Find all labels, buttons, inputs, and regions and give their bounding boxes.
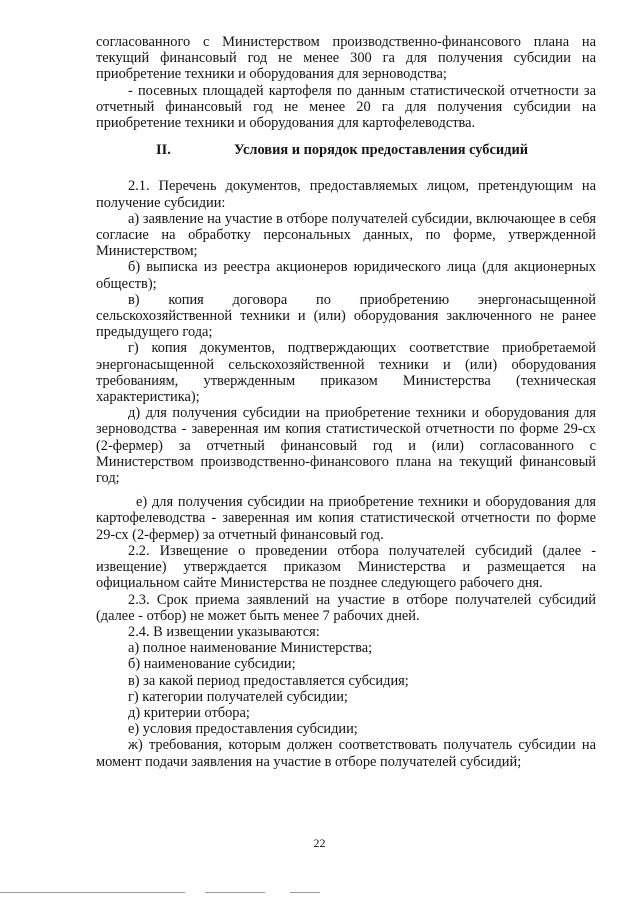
paragraph-2-4: 2.4. В извещении указываются: bbox=[128, 623, 320, 640]
paragraph-2-2: 2.2. Извещение о проведении отбора получателей субсидий (далее - извещение) утверждается приказом Министерства и размещается на официальном сайте Министерства не позднее следующего рабочего дня. bbox=[96, 542, 596, 592]
paragraph-continuation: согласованного с Министерством производственно-финансового плана на текущий финансовый год не менее 300 га для получения субсидии на приобретение техники и оборудования для зерноводства; bbox=[96, 34, 596, 83]
section-heading bbox=[96, 142, 596, 158]
paragraph-gap bbox=[96, 486, 596, 494]
list-item-d: д) для получения субсидии на приобретение техники и оборудования для зерноводства - заверенная им копия статистической отчетности по форме 29-сх (2-фермер) за отчетный финансовый год и (или) согласованного с Министерством производственно-финансового плана на текущий финансовый год; bbox=[96, 405, 596, 487]
notice-item-e: е) условия предоставления субсидии; bbox=[128, 721, 358, 738]
page-number: 22 bbox=[313, 836, 326, 850]
document-body bbox=[96, 34, 596, 770]
scan-artifact-line bbox=[290, 892, 320, 893]
paragraph-potato-area: - посевных площадей картофеля по данным статистической отчетности за отчетный финансовый год не менее 20 га для получения субсидии на приобретение техники и оборудования для картофелеводства. bbox=[96, 82, 596, 132]
scan-artifact-line bbox=[205, 892, 265, 893]
list-item-e: е) для получения субсидии на приобретение техники и оборудования для картофелеводства - заверенная им копия статистической отчетности по форме 29-сх (2-фермер) за отчетный финансовый год. bbox=[96, 494, 596, 543]
scan-artifact-line bbox=[0, 892, 185, 893]
paragraph-2-3: 2.3. Срок приема заявлений на участие в отборе получателей субсидий (далее - отбор) не может быть менее 7 рабочих дней. bbox=[96, 591, 596, 624]
list-item-g: г) копия документов, подтверждающих соответствие приобретаемой энергонасыщенной сельскохозяйственной техники и (или) оборудования требованиям, утвержденным приказом Министерства (техническая характеристика); bbox=[96, 340, 596, 406]
list-item-b: б) выписка из реестра акционеров юридического лица (для акционерных обществ); bbox=[96, 259, 596, 292]
notice-item-g: г) категории получателей субсидии; bbox=[128, 688, 348, 705]
notice-item-a: а) полное наименование Министерства; bbox=[128, 640, 373, 657]
paragraph-2-1: 2.1. Перечень документов, предоставляемых лицом, претендующим на получение субсидии: bbox=[96, 178, 596, 211]
section-title: Условия и порядок предоставления субсидий bbox=[234, 142, 529, 159]
notice-item-d: д) критерии отбора; bbox=[128, 704, 250, 721]
notice-item-v: в) за какой период предоставляется субсидия; bbox=[128, 672, 409, 689]
notice-item-b: б) наименование субсидии; bbox=[128, 656, 296, 673]
notice-item-zh: ж) требования, которым должен соответствовать получатель субсидии на момент подачи заявления на участие в отборе получателей субсидий; bbox=[96, 737, 596, 770]
list-item-v: в) копия договора по приобретению энергонасыщенной сельскохозяйственной техники и (или) оборудования заключенного не ранее предыдущего года; bbox=[96, 291, 596, 341]
section-number: II. bbox=[156, 142, 171, 159]
list-item-a: а) заявление на участие в отборе получателей субсидии, включающее в себя согласие на обработку персональных данных, по форме, утвержденной Министерством; bbox=[96, 210, 596, 260]
